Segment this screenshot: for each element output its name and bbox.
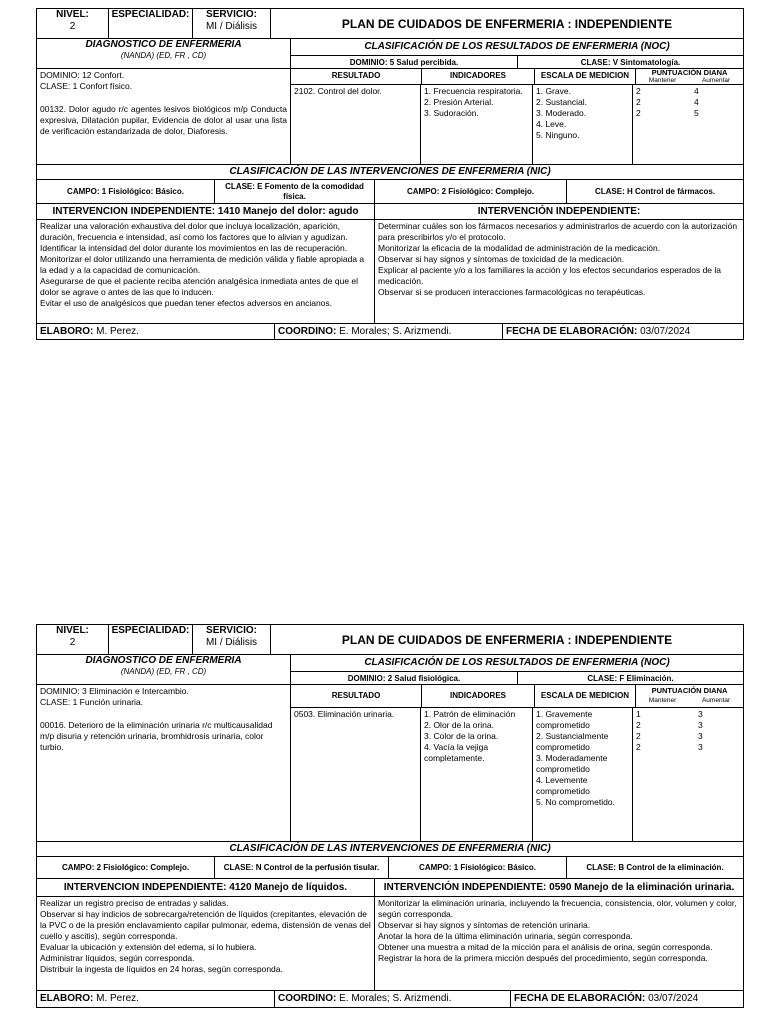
nivel-value: 2 [69, 21, 76, 32]
list-item: Realizar un registro preciso de entradas y salidas. [40, 898, 229, 908]
noc-title: CLASIFICACIÓN DE LOS RESULTADOS DE ENFERMERIA (NOC) [291, 655, 743, 672]
col-aumentar: Aumentar [701, 77, 731, 84]
list-item: Monitorizar la eficacia de la modalidad de administración de la medicación. [378, 243, 661, 253]
servicio-label: SERVICIO: [206, 9, 257, 20]
plan-title: PLAN DE CUIDADOS DE ENFERMERIA : INDEPENDIENTE [341, 632, 673, 647]
mantener-list [636, 86, 676, 163]
diag-dominio: DOMINIO: 12 Confort. [40, 70, 125, 80]
list-item: 2. Presión Arterial. [424, 97, 494, 107]
nic-campo-2: CAMPO: 2 Fisiológico: Complejo. [375, 180, 567, 203]
list-item: Distribuir la ingesta de líquidos en 24 horas, según corresponda. [40, 964, 283, 974]
nic-clase-1: CLASE: N Control de la perfusión tisular. [215, 857, 389, 878]
list-item: 3. Color de la orina. [424, 731, 499, 741]
coordino-label: COORDINO: [278, 993, 337, 1004]
coordino-value: E. Morales; S. Arizmendi. [339, 326, 452, 337]
indicadores-list [421, 85, 533, 164]
nivel-value: 2 [69, 637, 76, 648]
list-item: 3 [698, 731, 703, 741]
list-item: 3. Moderado. [536, 108, 587, 118]
aumentar-list [676, 86, 740, 163]
list-item: 4. Levemente comprometido [536, 775, 590, 796]
list-item: Identificar la intensidad del dolor durante los movimientos en las de recuperación. [40, 243, 348, 253]
resultado-value: 0503. Eliminación urinaria. [291, 708, 421, 841]
fecha-value: 03/07/2024 [640, 326, 691, 337]
intervencion-1-title: INTERVENCION INDEPENDIENTE: 1410 Manejo del dolor: agudo [37, 204, 375, 219]
especialidad-label: ESPECIALIDAD: [111, 625, 190, 636]
intervencion-1-list [37, 897, 375, 990]
list-item: Monitorizar el dolor utilizando una herramienta de medición válida y fiable apropiada a la edad y a la capacidad de comunicación. [40, 254, 365, 275]
intervencion-1-title: INTERVENCION INDEPENDIENTE: 4120 Manejo de líquidos. [37, 879, 375, 896]
list-item: Asegurarse de que el paciente reciba atención analgésica inmediata antes de que el dolor se agrave o antes de las que lo inducen. [40, 276, 359, 297]
intervencion-2-list [375, 897, 743, 990]
intervencion-1-list [37, 220, 375, 323]
list-item: Anotar la hora de la última eliminación urinaria, según corresponda. [378, 931, 633, 941]
list-item: 1. Grave. [536, 86, 571, 96]
list-item: 1. Patrón de eliminación [424, 709, 516, 719]
list-item: Determinar cuáles son los fármacos necesarios y administrarlos de acuerdo con la autorización para prescribirlos y/o el protocolo. [378, 221, 738, 242]
list-item: Evitar el uso de analgésicos que puedan tener efectos adversos en ancianos. [40, 298, 333, 308]
fecha-value: 03/07/2024 [648, 993, 699, 1004]
list-item: 2 [636, 97, 641, 107]
noc-dominio: DOMINIO: 2 Salud fisiológica. [291, 672, 518, 685]
noc-clase: CLASE: V Sintomatología. [580, 58, 681, 67]
col-resultado: RESULTADO [291, 69, 422, 84]
nic-campo-1: CAMPO: 2 Fisiológico: Complejo. [37, 857, 215, 878]
indicadores-list [421, 708, 533, 841]
list-item: 3. Moderadamente comprometido [536, 753, 608, 774]
elaboro-value: M. Perez. [96, 326, 139, 337]
list-item: 2. Sustancial. [536, 97, 588, 107]
nic-clase-2: CLASE: B Control de la eliminación. [586, 862, 724, 872]
list-item: Registrar la hora de la primera micción después del procedimiento, según corresponda. [378, 953, 708, 963]
col-escala: ESCALA DE MEDICION [535, 69, 636, 84]
intervencion-2-list [375, 220, 743, 323]
list-item: 2 [636, 742, 641, 752]
col-indicadores: INDICADORES [422, 685, 535, 707]
servicio-label: SERVICIO: [206, 625, 257, 636]
nic-campo-1: CAMPO: 1 Fisiológico: Básico. [37, 180, 215, 203]
diag-text: 00016. Deterioro de la eliminación urinaria r/c multicausalidad m/p disuria y retención urinaria, bromhidrosis urinaria, color turbio. [40, 720, 273, 752]
plan-title: PLAN DE CUIDADOS DE ENFERMERIA : INDEPENDIENTE [341, 16, 673, 31]
col-mantener: Mantener [648, 77, 677, 84]
list-item: Realizar una valoración exhaustiva del dolor que incluya localización, aparición, duración, frecuencia e intensidad, así como los factores que lo alivian y agudizan. [40, 221, 348, 242]
escala-list [533, 85, 633, 164]
diag-text: 00132. Dolor agudo r/c agentes lesivos biológicos m/p Conducta expresiva, Dilatación pupilar, Evidencia de dolor al usar una lista de verificación estandarizada de dolor, Diaforesis. [40, 104, 287, 136]
list-item: 3. Sudoración. [424, 108, 479, 118]
list-item: Observar si se producen interacciones farmacológicas no terapéuticas. [378, 287, 646, 297]
nic-clase-2: CLASE: H Control de fármacos. [594, 186, 715, 196]
list-item: 5. No comprometido. [536, 797, 615, 807]
escala-list [533, 708, 633, 841]
nic-title: CLASIFICACIÓN DE LAS INTERVENCIONES DE ENFERMERIA (NIC) [229, 166, 551, 177]
noc-dominio: DOMINIO: 5 Salud percibida. [291, 56, 518, 69]
list-item: Observar si hay indicios de sobrecarga/retención de líquidos (crepitantes, elevación de la PVC o de la presión enclavamiento capilar pulmonar, edema, distensión de venas del cuello y ascitis), según corresponda. [40, 909, 371, 941]
coordino-label: COORDINO: [278, 326, 337, 337]
col-mantener: Mantener [648, 697, 677, 704]
intervencion-2-title: INTERVENCIÓN INDEPENDIENTE: 0590 Manejo de la eliminación urinaria. [383, 882, 735, 893]
servicio-value: MI / Diálisis [205, 21, 258, 32]
diag-clase: CLASE: 1 Función urinaria. [40, 697, 143, 707]
list-item: Administrar líquidos, según corresponda. [40, 953, 195, 963]
care-plan-2 [36, 624, 744, 1008]
noc-clase: CLASE: F Eliminación. [587, 674, 674, 683]
col-puntuacion: PUNTUACIÓN DIANA [651, 68, 728, 77]
resultado-value: 2102. Control del dolor. [291, 85, 421, 164]
intervencion-2-title: INTERVENCIÓN INDEPENDIENTE: [477, 206, 641, 217]
nivel-label: NIVEL: [56, 9, 89, 20]
diag-clase: CLASE: 1 Confort físico. [40, 81, 133, 91]
col-escala: ESCALA DE MEDICION [535, 685, 636, 707]
care-plan-1 [36, 8, 744, 340]
col-indicadores: INDICADORES [422, 69, 535, 84]
nic-clase-1: CLASE: E Fomento de la comodidad física. [215, 180, 375, 203]
col-aumentar: Aumentar [701, 697, 731, 704]
elaboro-value: M. Perez. [96, 993, 139, 1004]
diagnostico-title: DIAGNOSTICO DE ENFERMERIA [85, 655, 242, 666]
nivel-label: NIVEL: [56, 625, 89, 636]
nic-campo-2: CAMPO: 1 Fisiológico: Básico. [389, 857, 567, 878]
list-item: 2 [636, 720, 641, 730]
diag-dominio: DOMINIO: 3 Eliminación e Intercambio. [40, 686, 189, 696]
list-item: Observar si hay signos y síntomas de retención urinaria. [378, 920, 591, 930]
list-item: 5. Ninguno. [536, 130, 580, 140]
list-item: 3 [698, 709, 703, 719]
list-item: 2. Olor de la orina. [424, 720, 494, 730]
nic-title: CLASIFICACIÓN DE LAS INTERVENCIONES DE ENFERMERIA (NIC) [229, 843, 551, 854]
list-item: Obtener una muestra a mitad de la micción para el análisis de orina, según corresponda. [378, 942, 713, 952]
col-puntuacion: PUNTUACIÓN DIANA [651, 686, 728, 695]
diagnostico-subtitle: (NANDA) (ED, FR , CD) [120, 667, 207, 676]
servicio-value: MI / Diálisis [205, 637, 258, 648]
list-item: 2 [636, 731, 641, 741]
list-item: 4 [694, 86, 699, 96]
list-item: Evaluar la ubicación y extensión del edema, si lo hubiera. [40, 942, 257, 952]
diagnostico-title: DIAGNOSTICO DE ENFERMERIA [85, 39, 242, 50]
list-item: 1. Frecuencia respiratoria. [424, 86, 523, 96]
list-item: Observar si hay signos y síntomas de toxicidad de la medicación. [378, 254, 625, 264]
list-item: 5 [694, 108, 699, 118]
list-item: 4 [694, 97, 699, 107]
elaboro-label: ELABORO: [40, 326, 94, 337]
col-resultado: RESULTADO [291, 685, 422, 707]
list-item: 2 [636, 108, 641, 118]
mantener-list [636, 709, 676, 840]
list-item: 1. Gravemente comprometido [536, 709, 593, 730]
list-item: 4. Leve. [536, 119, 567, 129]
noc-title: CLASIFICACIÓN DE LOS RESULTADOS DE ENFERMERIA (NOC) [291, 39, 743, 56]
list-item: 4. Vacía la vejiga completamente. [424, 742, 489, 763]
coordino-value: E. Morales; S. Arizmendi. [339, 993, 452, 1004]
list-item: 3 [698, 720, 703, 730]
diagnostico-subtitle: (NANDA) (ED, FR , CD) [120, 51, 207, 60]
list-item: 2 [636, 86, 641, 96]
list-item: Explicar al paciente y/o a los familiares la acción y los efectos secundarios esperados de la medicación. [378, 265, 722, 286]
list-item: 3 [698, 742, 703, 752]
elaboro-label: ELABORO: [40, 993, 94, 1004]
list-item: 1 [636, 709, 641, 719]
fecha-label: FECHA DE ELABORACIÓN: [514, 993, 646, 1004]
list-item: 2. Sustancialmente comprometido [536, 731, 609, 752]
especialidad-label: ESPECIALIDAD: [111, 9, 190, 20]
fecha-label: FECHA DE ELABORACIÓN: [506, 326, 638, 337]
aumentar-list [676, 709, 740, 840]
list-item: Monitorizar la eliminación urinaria, incluyendo la frecuencia, consistencia, olor, volumen y color, según corresponda. [378, 898, 737, 919]
